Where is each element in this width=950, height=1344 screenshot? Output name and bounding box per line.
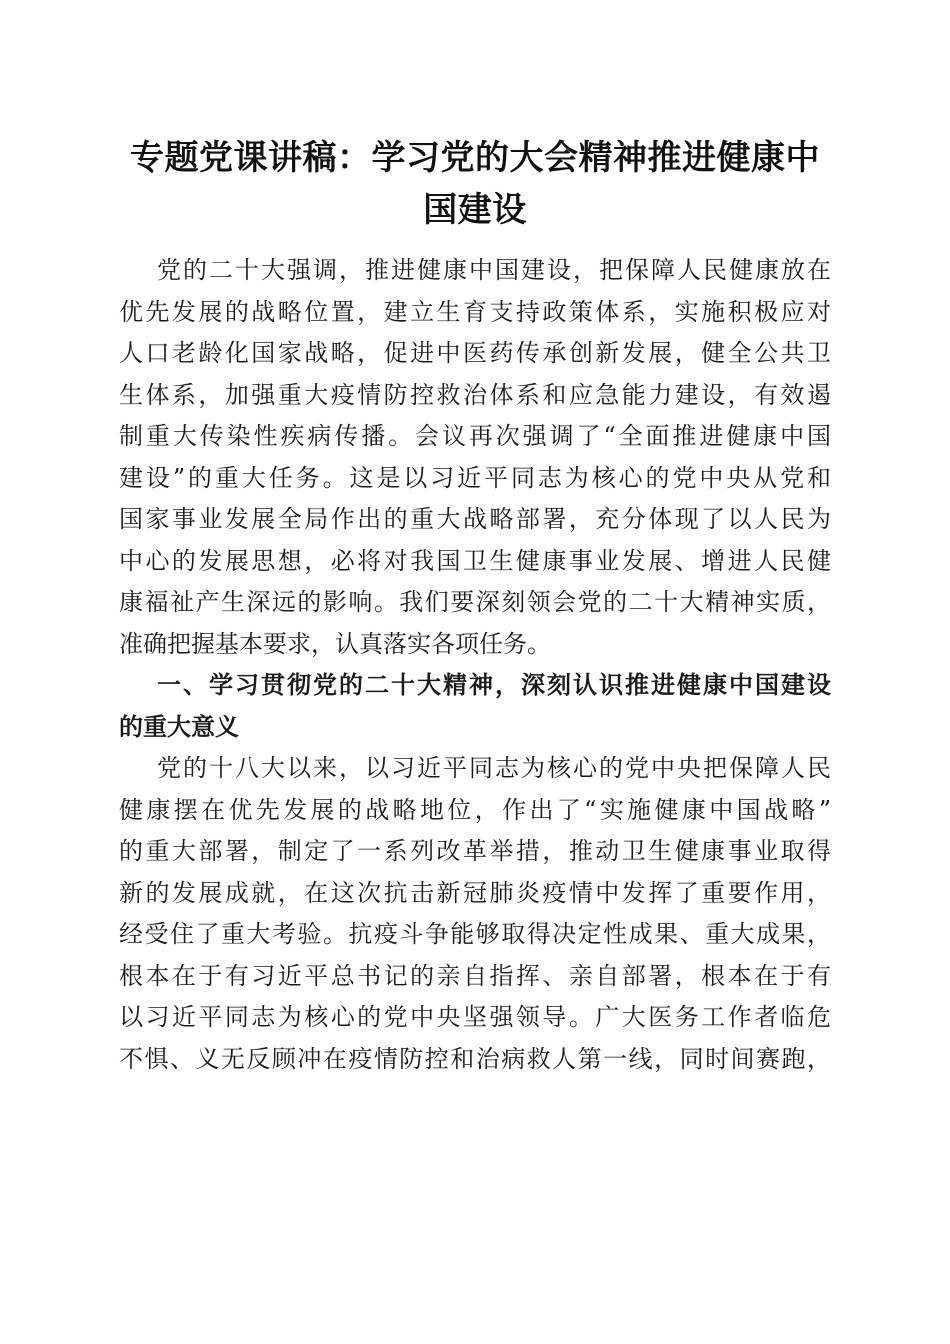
text-line: 准确把握基本要求，认真落实各项任务。: [119, 629, 551, 658]
text-line: 优先发展的战略位置，建立生育支持政策体系，实施积极应对: [119, 297, 831, 326]
text-line: 党的二十大强调，推进健康中国建设，把保障人民健康放在: [157, 256, 831, 284]
title-line: 国建设: [423, 190, 527, 230]
text-line: 健康摆在优先发展的战略地位，作出了“实施健康中国战略”: [119, 795, 831, 824]
text-line: 党的十八大以来，以习近平同志为核心的党中央把保障人民: [157, 754, 831, 782]
section-heading: [119, 665, 831, 748]
text-line: 根本在于有习近平总书记的亲自指挥、亲自部署，根本在于有: [119, 961, 831, 990]
document-body: [119, 250, 831, 1080]
text-line: 康福祉产生深远的影响。我们要深刻领会党的二十大精神实质，: [119, 588, 831, 616]
text-line: 制重大传染性疾病传播。会议再次强调了“全面推进健康中国: [119, 422, 831, 450]
title-line: 专题党课讲稿：学习党的大会精神推进健康中: [130, 138, 820, 178]
text-line: 的重大部署，制定了一系列改革举措，推动卫生健康事业取得: [119, 837, 831, 865]
text-line: 人口老龄化国家战略，促进中医药传承创新发展，健全公共卫: [119, 339, 831, 367]
heading-line: 一、学习贯彻党的二十大精神，深刻认识推进健康中国建设: [157, 671, 831, 699]
text-line: 不惧、义无反顾冲在疫情防控和治病救人第一线，同时间赛跑，: [119, 1044, 831, 1073]
text-line: 经受住了重大考验。抗疫斗争能够取得决定性成果、重大成果，: [119, 920, 831, 948]
text-line: 建设”的重大任务。这是以习近平同志为核心的党中央从党和: [119, 463, 831, 492]
text-line: 以习近平同志为核心的党中央坚强领导。广大医务工作者临危: [119, 1003, 831, 1031]
heading-line: 的重大意义: [119, 712, 239, 741]
text-line: 中心的发展思想，必将对我国卫生健康事业发展、增进人民健: [119, 546, 831, 575]
text-line: 生体系，加强重大疫情防控救治体系和应急能力建设，有效遏: [119, 380, 831, 409]
text-line: 国家事业发展全局作出的重大战略部署，充分体现了以人民为: [119, 505, 831, 533]
text-line: 新的发展成就，在这次抗击新冠肺炎疫情中发挥了重要作用，: [119, 878, 831, 907]
paragraph-section-1: [119, 748, 831, 1080]
paragraph-intro: [119, 250, 831, 665]
document-title: [100, 132, 850, 236]
